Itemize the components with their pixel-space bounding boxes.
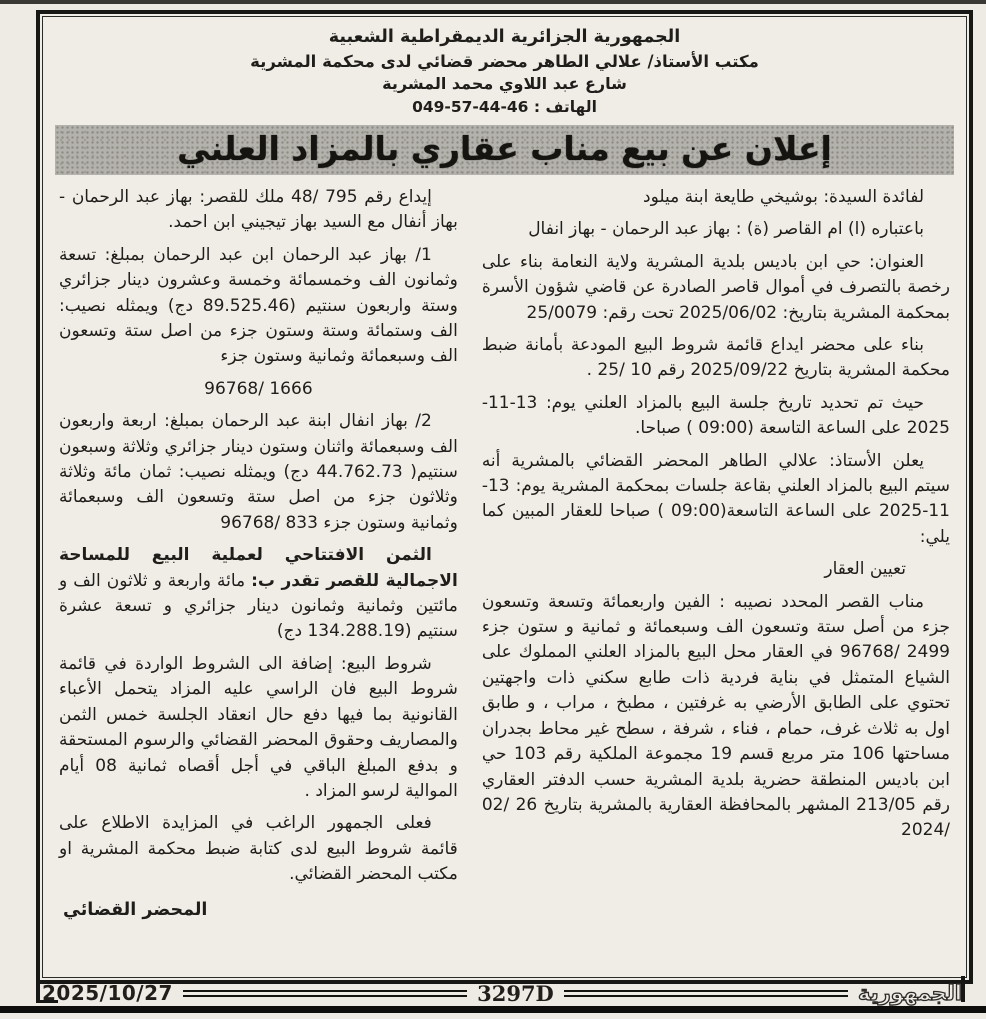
phone-number: 049-57-44-46 xyxy=(412,97,529,116)
opening-price-amount: مائة واربعة و ثلاثون الف و مائتين وثمانية وثمانون دينار جزائري و تسعة عشرة سنتيم (134.288.19 دج) xyxy=(59,570,458,642)
property-description: مناب القصر المحدد نصيبه : الفين واربعمائة وتسعة وتسعون جزء من أصل ستة وتسعون الف وسبعمائة و ثمانية و ستون جزء 2499 /96768 في العقار محل البيع بالمزاد العلني المملوك على الشياع المتمثل في بناية فردية ذات طابع سكني ذات واجهتين تحتوي على الطابق الأرضي به غرفتين ، مطبخ ، مراب ، و طابق اول به ثلاث غرف، حمام ، فناء ، شرفة ، سطح غير محاط بجدران مساحتها 106 متر مربع قسم 19 مجموعة الملكية رقم 103 حي ابن باديس المنطقة حضرية بلدية المشرية حسب الدفتر العقاري رقم 213/05 المشهر بالمحافظة العقارية بالمشرية بتاريخ 26 /02 /2024 xyxy=(481,591,950,841)
address-authorization: العنوان: حي ابن باديس بلدية المشرية ولاية النعامة بناء على رخصة بالتصرف في أموال قاصر الصادرة عن قاضي شؤون الأسرة بمحكمة المشرية بتاريخ: 2025/06/02 تحت رقم: 25/0079 xyxy=(481,251,950,323)
beneficiary-line: لفائدة السيدة: بوشيخي طايعة ابنة ميلود xyxy=(643,186,924,207)
left-column xyxy=(59,185,458,978)
footer-divider-line xyxy=(183,990,467,997)
scan-edge-artifact xyxy=(0,0,986,4)
deposit-number-line: إيداع رقم 795 /48 ملك للقصر: بهاز عبد الرحمان - بهاز أنفال مع السيد بهاز تيجيني ابن احمد. xyxy=(59,186,458,233)
page-content-area xyxy=(42,16,967,978)
announcement-reference: 3297D xyxy=(477,980,554,1006)
share-one-fraction: 96768/ 1666 xyxy=(204,378,313,399)
body-columns xyxy=(53,183,956,978)
header-office-line: مكتب الأستاذ/ علالي الطاهر محضر قضائي لدى محكمة المشرية xyxy=(250,51,759,71)
right-column xyxy=(482,185,950,978)
header-address-line: شارع عبد اللاوي محمد المشرية xyxy=(382,74,627,94)
header-republic-line: الجمهورية الجزائرية الديمقراطية الشعبية xyxy=(328,27,681,47)
property-designation-heading: تعيين العقار xyxy=(824,559,906,580)
footer-divider-line xyxy=(564,990,848,997)
share-one-paragraph: 1/ بهاز عبد الرحمان ابن عبد الرحمان بمبلغ: تسعة وثمانون الف وخمسمائة وخمسة وعشرون دينار جزائري وستة واربعون سنتيم (89.525.46 دج) ويمثله نصيب: الف وستمائة وستة وستون جزء من اصل ستة وتسعون الف وسبعمائة وثمانية وستون جزء xyxy=(59,244,458,367)
auction-session-date: حيث تم تحديد تاريخ جلسة البيع بالمزاد العلني يوم: 13-11-2025 على الساعة التاسعة (09:00 ) صباحا. xyxy=(481,392,950,439)
page-border-frame xyxy=(36,10,973,984)
public-invitation-paragraph: فعلى الجمهور الراغب في المزايدة الاطلاع على قائمة شروط البيع لدى كتابة ضبط محكمة المشرية او مكتب المحضر القضائي. xyxy=(59,813,458,885)
newspaper-footer xyxy=(42,981,962,1005)
opening-price-paragraph xyxy=(59,543,458,645)
opening-price-lead: الثمن الافتتاحي لعملية البيع للمساحة الاجمالية للقصر تقدر ب: xyxy=(59,545,458,591)
header-phone-line xyxy=(53,96,956,118)
scan-bottom-edge xyxy=(0,1006,986,1013)
newspaper-logo: الجمهورية xyxy=(857,981,962,1005)
bailiff-signature: المحضر القضائي xyxy=(63,899,208,920)
phone-label: الهاتف : xyxy=(533,97,597,116)
share-two-paragraph: 2/ بهاز انفال ابنة عبد الرحمان بمبلغ: اربعة واربعون الف وسبعمائة واثنان وستون دينار جزائري وثلاثة وسبعون سنتيم( 44.762.73 دج) ويمثله نصيب: ثمان مائة وثلاثة وثلاثون جزء من اصل ستة وتسعون الف وسبعمائة وثمانية وستون جزء 833 /96768 xyxy=(59,411,458,533)
frame-corner-stub-left xyxy=(36,976,40,1002)
document-header xyxy=(53,25,956,118)
conditions-deposit-record: بناء على محضر ايداع قائمة شروط البيع المودعة بأمانة ضبط محكمة المشرية بتاريخ 2025/09/22 رقم 10 /25 . xyxy=(481,335,950,381)
announcement-title: إعلان عن بيع مناب عقاري بالمزاد العلني xyxy=(55,125,954,175)
guardian-line: باعتباره (ا) ام القاصر (ة) : بهاز عبد الرحمان - بهاز انفال xyxy=(528,219,924,240)
sale-conditions-paragraph: شروط البيع: إضافة الى الشروط الواردة في قائمة شروط البيع فان الراسي عليه المزاد يتحمل الأعباء القانونية بما فيها دفع حال انعقاد الجلسة خمس الثمن والمصاريف وحقوق المحضر القضائي والرسوم المستحقة و بدفع المبلغ الباقي في أجل أقصاه ثمانية 08 أيام الموالية لرسو المزاد . xyxy=(59,653,458,801)
bailiff-announcement: يعلن الأستاذ: علالي الطاهر المحضر القضائي بالمشرية أنه سيتم البيع بالمزاد العلني بقاعة جلسات بمحكمة المشرية يوم: 13-11-2025 على الساعة التاسعة(09:00 ) صباحا للعقار المبين كما يلي: xyxy=(481,450,950,547)
publication-date: 2025/10/27 xyxy=(42,981,173,1005)
